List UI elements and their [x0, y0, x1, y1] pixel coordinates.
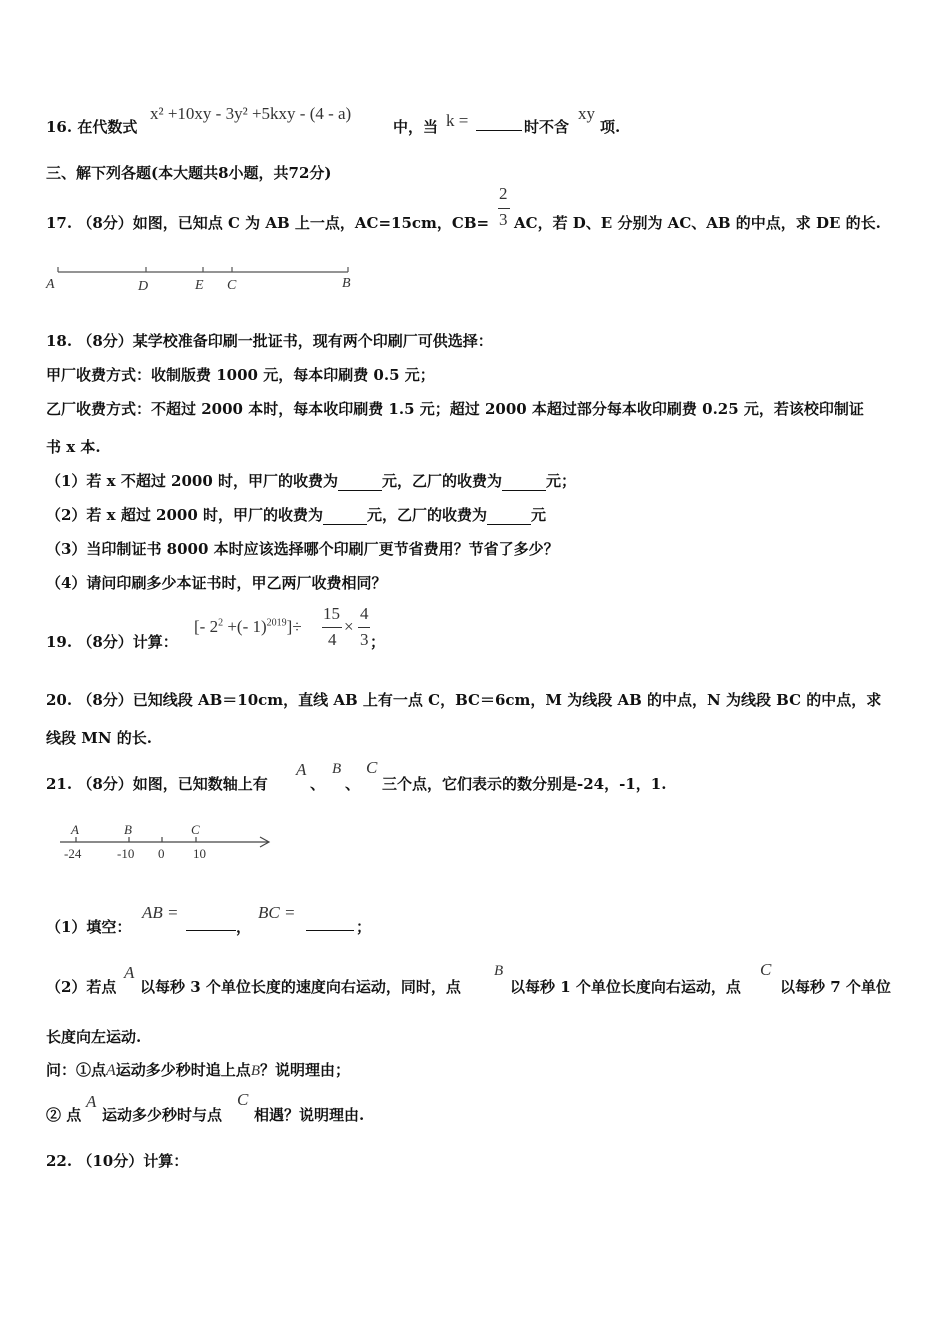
q19-times: ×	[344, 617, 354, 636]
q19-frac2-bar	[358, 627, 370, 628]
q17-segment-figure	[40, 262, 370, 298]
q21-sep1: 、	[310, 775, 326, 793]
q16-post: 时不含	[524, 118, 570, 136]
q21-ask1-b: 运动多少秒时追上点	[115, 1061, 251, 1079]
q21-p2-b: 以每秒 3 个单位长度的速度向右运动，同时，点	[140, 978, 461, 996]
q19-frac1-num: 15	[323, 604, 340, 623]
q21-ask1-c: ？说明理由；	[259, 1061, 350, 1079]
label-A: A	[46, 277, 55, 292]
q18-p1-text-a: （1）若 x 不超过 2000 时，甲厂的收费为	[46, 472, 339, 490]
q16-pre: 在代数式	[77, 118, 138, 136]
axis-num-10: 10	[193, 846, 206, 861]
q18-line1: 18. （8分）某学校准备印刷一批证书，现有两个印刷厂可供选择：	[46, 332, 493, 350]
axis-label-B: B	[124, 822, 132, 837]
q21-ask2-c: 相遇？说明理由.	[254, 1106, 365, 1124]
q21-point-A: A	[296, 760, 307, 779]
q19-end: ；	[370, 633, 386, 651]
q18-line4: 书 x 本.	[46, 438, 101, 456]
q19-frac1-den: 4	[328, 630, 337, 649]
q21-p2-B: B	[494, 963, 504, 979]
axis-num-neg10: -10	[117, 846, 135, 861]
q21-ask1-a: 问：①点	[46, 1061, 107, 1079]
q21-point-B: B	[332, 761, 342, 777]
q19-frac2-den: 3	[360, 630, 369, 649]
q19-expression	[194, 617, 302, 637]
q16-expression: x² +10xy - 3y² +5kxy - (4 - a)	[150, 104, 352, 123]
q17-frac-bar	[498, 208, 510, 209]
q21-point-C: C	[366, 758, 378, 777]
q21-ask2-a: ② 点	[46, 1106, 82, 1124]
q20-line1: 20. （8分）已知线段 AB＝10cm，直线 AB 上有一点 C，BC＝6cm，M 为线段 AB 的中点，N 为线段 BC 的中点，求	[46, 691, 882, 709]
q19-expr-c: ]÷	[286, 617, 302, 636]
q21-p2-C: C	[760, 960, 772, 979]
axis-label-C: C	[191, 822, 200, 837]
q21-p2-c: 以每秒 1 个单位长度向右运动，点	[510, 978, 741, 996]
q18-part3: （3）当印制证书 8000 本时应该选择哪个印刷厂更节省费用？节省了多少？	[46, 540, 559, 558]
q21-ask1-A: A	[106, 1062, 116, 1079]
q21-p2-a: （2）若点	[46, 978, 117, 996]
q18-p1-text-b: 元，乙厂的收费为	[382, 472, 503, 490]
q21-ask2-A: A	[86, 1092, 97, 1111]
label-D: D	[138, 279, 149, 294]
q19-exp-2019: 2019	[266, 617, 287, 629]
q16-mid: 中，当	[393, 118, 439, 136]
q18-p1-blank-2[interactable]	[502, 474, 546, 491]
q21-p1-bc: BC =	[258, 903, 296, 922]
q18-p2-text-a: （2）若 x 超过 2000 时，甲厂的收费为	[46, 506, 324, 524]
q19-exp-2: 2	[218, 617, 224, 629]
label-B: B	[342, 276, 351, 291]
q16-k-eq: k =	[446, 111, 469, 130]
q21-p1-label: （1）填空：	[46, 918, 132, 936]
q17-frac-den: 3	[499, 210, 508, 229]
q21-p1-comma: ，	[236, 918, 252, 936]
q16-line	[46, 116, 137, 137]
q16-number: 16.	[46, 118, 73, 136]
label-C: C	[227, 278, 237, 293]
q18-part4: （4）请问印刷多少本证书时，甲乙两厂收费相同？	[46, 574, 387, 592]
q17-frac-num: 2	[499, 184, 508, 203]
q19-frac1-bar	[322, 627, 342, 628]
q18-part2	[46, 504, 546, 525]
q21-ask2-C: C	[237, 1090, 249, 1109]
q16-xy: xy	[578, 104, 595, 123]
label-E: E	[195, 278, 204, 293]
section-heading: 三、解下列各题(本大题共8小题，共72分)	[46, 164, 332, 182]
q21-p1-end: ；	[356, 918, 372, 936]
q21-text-b: 三个点，它们表示的数分别是-24，-1，1.	[382, 775, 667, 793]
q21-p2-d: 以每秒 7 个单位	[780, 978, 891, 996]
q18-p2-text-b: 元，乙厂的收费为	[367, 506, 488, 524]
q21-p1-blank-bc[interactable]	[306, 914, 354, 931]
q21-p1-blank-ab[interactable]	[186, 914, 236, 931]
q16-answer-blank[interactable]	[476, 114, 522, 131]
q21-ask1	[46, 1059, 350, 1080]
q21-text-a: 21. （8分）如图，已知数轴上有	[46, 775, 268, 793]
q19-expr-b: +(- 1)	[227, 617, 267, 636]
q21-number-line	[56, 818, 280, 864]
q19-frac2-num: 4	[360, 604, 369, 623]
q19-label: 19. （8分）计算：	[46, 633, 178, 651]
q18-p2-blank-2[interactable]	[487, 508, 531, 525]
q21-p1-ab: AB =	[142, 903, 179, 922]
q21-sep2: 、	[345, 775, 361, 793]
q21-p2-A: A	[124, 963, 135, 982]
q21-ask2-b: 运动多少秒时与点	[102, 1106, 223, 1124]
q18-line3: 乙厂收费方式：不超过 2000 本时，每本收印刷费 1.5 元；超过 2000 本超过部分每本收印刷费 0.25 元，若该校印制证	[46, 400, 864, 418]
q18-p2-blank-1[interactable]	[323, 508, 367, 525]
q19-expr-a: [- 2	[194, 617, 219, 636]
q16-end: 项.	[600, 118, 621, 136]
axis-num-neg24: -24	[64, 846, 82, 861]
q21-ask1-B: B	[250, 1063, 260, 1079]
q22-label: 22. （10分）计算：	[46, 1152, 189, 1170]
q17-text-b: AC，若 D、E 分别为 AC、AB 的中点，求 DE 的长.	[514, 214, 881, 232]
q17-text-a: 17. （8分）如图，已知点 C 为 AB 上一点，AC=15cm，CB=	[46, 214, 490, 232]
axis-num-0: 0	[158, 846, 165, 861]
q18-part1	[46, 470, 576, 491]
q18-line2: 甲厂收费方式：收制版费 1000 元，每本印刷费 0.5 元；	[46, 366, 435, 384]
axis-label-A: A	[71, 822, 79, 837]
q20-line2: 线段 MN 的长.	[46, 729, 152, 747]
q18-p1-blank-1[interactable]	[338, 474, 382, 491]
q18-p2-text-c: 元	[531, 506, 547, 524]
q21-p2-line2: 长度向左运动.	[46, 1028, 142, 1046]
q18-p1-text-c: 元；	[546, 472, 577, 490]
